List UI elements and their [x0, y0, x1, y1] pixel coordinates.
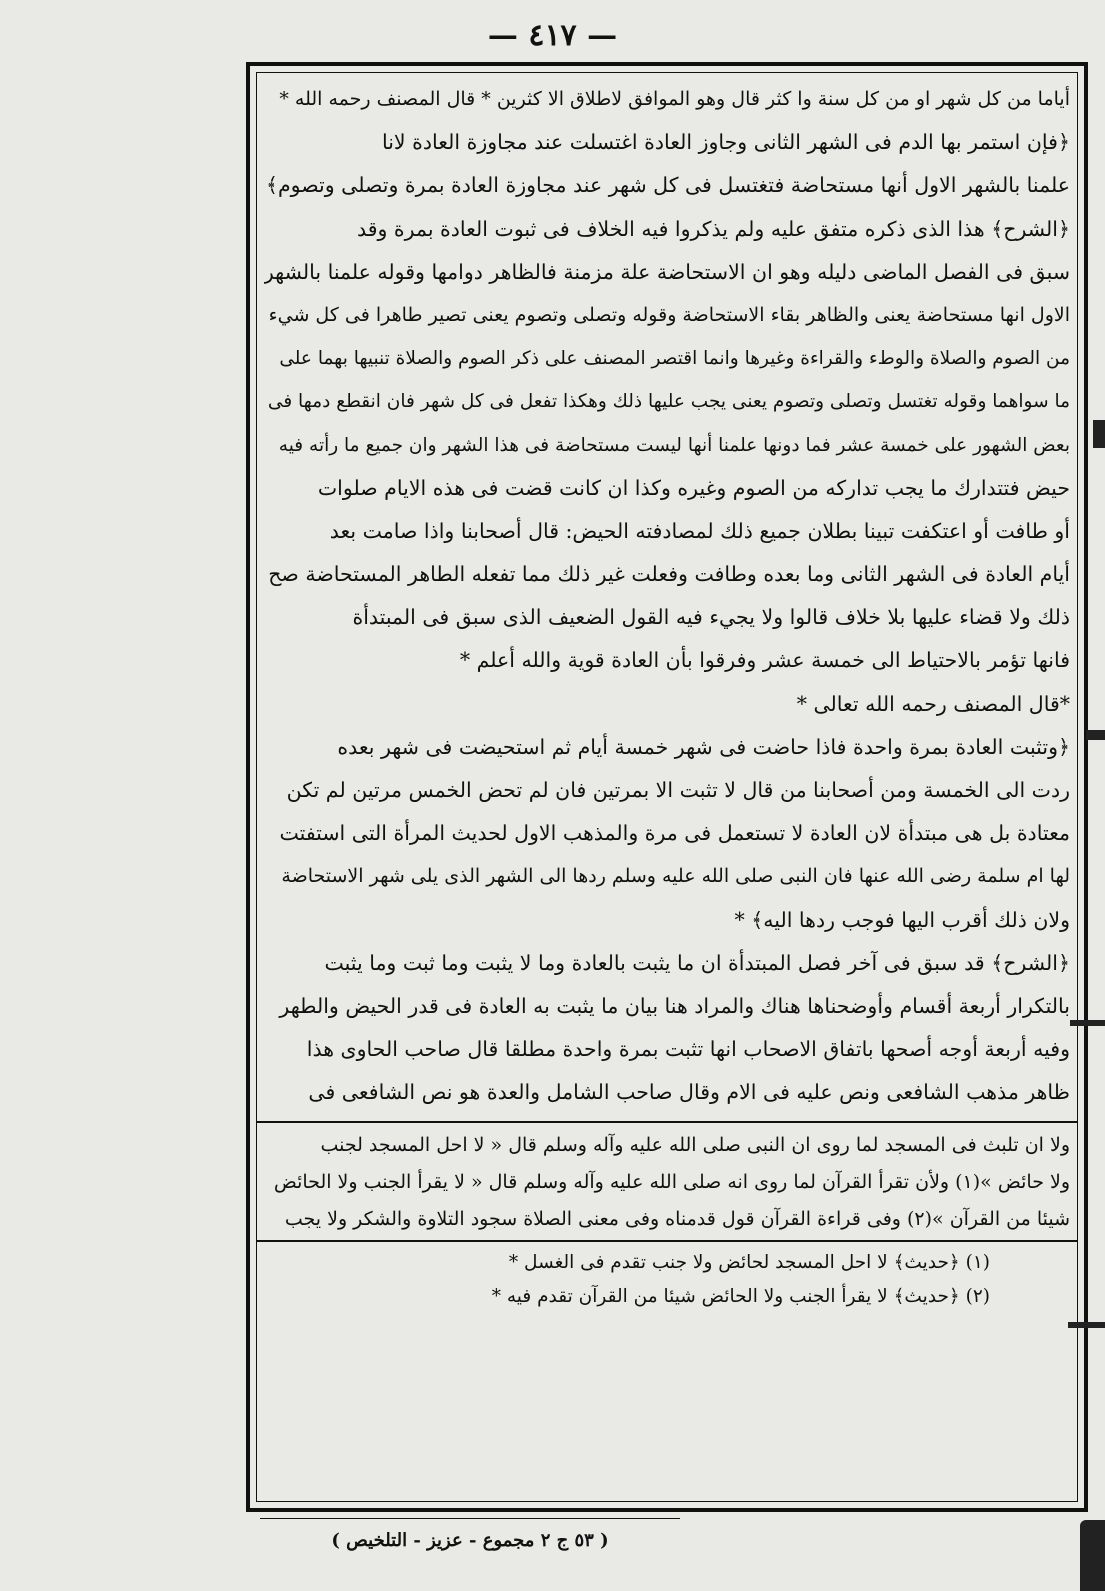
text-line: ﴿وتثبت العادة بمرة واحدة فاذا حاضت فى شهر خمسة أيام ثم استحيضت فى شهر بعده: [337, 734, 1070, 759]
scan-edge-mark: [1068, 1322, 1105, 1328]
text-line: سبق فى الفصل الماضى دليله وهو ان الاستحاضة علة مزمنة فالظاهر دوامها وقوله علمنا بالشهر: [264, 259, 1070, 284]
text-line: بالتكرار أربعة أقسام وأوضحناها هناك والمراد هنا بيان ما يثبت به العادة فى قدر الحيض والطهر: [279, 993, 1070, 1018]
text-line: *قال المصنف رحمه الله تعالى *: [796, 691, 1070, 716]
page-frame: [246, 62, 1088, 1512]
text-line: من الصوم والصلاة والوطء والقراءة وغيرها وانما اقتصر المصنف على ذكر الصوم والصلاة تنبيها بهما على: [279, 348, 1070, 370]
commentary-line: شيئا من القرآن »(٢) وفى قراءة القرآن قول قدمناه وفى معنى الصلاة سجود التلاوة والشكر ولا يجب: [284, 1207, 1070, 1230]
scan-edge-mark: [1070, 1020, 1105, 1026]
printer-signature: ( ٥٣ ج ٢ مجموع - عزيز - التلخيص ): [331, 1530, 609, 1551]
scan-edge-mark: [1086, 730, 1105, 740]
text-line: وفيه أربعة أوجه أصحها باتفاق الاصحاب انها تثبت بمرة واحدة مطلقا قال صاحب الحاوى هذا: [306, 1037, 1070, 1062]
commentary-text: [264, 1127, 1070, 1238]
text-line: ما سواهما وقوله تغتسل وتصلى وتصوم يعنى يجب عليها ذلك وهكذا تفعل فى كل شهر فان انقطع دمها فى: [267, 391, 1070, 413]
scan-edge-mark: [1093, 420, 1105, 448]
signature-rule: [260, 1518, 680, 1519]
text-line: ردت الى الخمسة ومن أصحابنا من قال لا تثبت الا بمرتين فان لم تحض الخمس مرتين لم تكن: [286, 778, 1070, 802]
footnotes: [264, 1246, 1070, 1314]
commentary-separator: [256, 1121, 1078, 1123]
footnote-line: (١) ﴿حديث﴾ لا احل المسجد لحائض ولا جنب تقدم فى الغسل *: [508, 1251, 990, 1273]
text-line: ﴿فإن استمر بها الدم فى الشهر الثانى وجاوز العادة اغتسلت عند مجاوزة العادة لانا: [381, 130, 1070, 155]
text-line: أو طافت أو اعتكفت تبينا بطلان جميع ذلك لمصادفته الحيض: قال أصحابنا واذا صامت بعد: [329, 518, 1070, 543]
text-line: علمنا بالشهر الاول أنها مستحاضة فتغتسل فى كل شهر عند مجاوزة العادة بمرة وتصلى وتصوم﴾: [265, 173, 1070, 198]
text-line: ﴿الشرح﴾ هذا الذى ذكره متفق عليه ولم يذكروا فيه الخلاف فى ثبوت العادة بمرة وقد: [356, 216, 1070, 241]
text-line: لها ام سلمة رضى الله عنها فان النبى صلى الله عليه وسلم ردها الى الشهر الذى يلى شهر الاستحاضة: [281, 865, 1070, 888]
text-line: ظاهر مذهب الشافعى ونص عليه فى الام وقال صاحب الشامل والعدة هو نص الشافعى فى: [308, 1080, 1070, 1105]
footnote-separator: [256, 1240, 1078, 1242]
text-line: ولان ذلك أقرب اليها فوجب ردها اليه﴾ *: [734, 907, 1070, 932]
commentary-line: ولا ان تلبث فى المسجد لما روى ان النبى صلى الله عليه وآله وسلم قال « لا احل المسجد لجنب: [320, 1133, 1070, 1156]
text-line: أيام العادة فى الشهر الثانى وما بعده وطافت وفعلت غير ذلك مما تفعله الطاهر المستحاضة صح: [268, 562, 1070, 587]
text-line: ذلك ولا قضاء عليها بلا خلاف قالوا ولا يجيء فيه القول الضعيف الذى سبق فى المبتدأة: [352, 605, 1070, 630]
page-number: — ٤١٧ —: [487, 18, 618, 53]
text-line: فانها تؤمر بالاحتياط الى خمسة عشر وفرقوا بأن العادة قوية والله أعلم *: [459, 648, 1070, 673]
scan-edge-mark: [1080, 1520, 1105, 1591]
page-content: [264, 78, 1070, 1314]
main-text: [264, 78, 1070, 1115]
commentary-line: ولا حائض »(١) ولأن تقرأ القرآن لما روى انه صلى الله عليه وآله وسلم قال « لا يقرأ الجنب ولا الحائض: [273, 1170, 1070, 1193]
text-line: الاول انها مستحاضة يعنى والظاهر بقاء الاستحاضة وقوله وتصلى وتصوم يعنى تصير طاهرا فى كل شيء: [268, 303, 1070, 326]
text-line: حيض فتتدارك ما يجب تداركه من الصوم وغيره وكذا ان كانت قضت فى هذه الايام صلوات: [317, 475, 1070, 500]
footnote-line: (٢) ﴿حديث﴾ لا يقرأ الجنب ولا الحائض شيئا من القرآن تقدم فيه *: [491, 1285, 990, 1307]
text-line: ﴿الشرح﴾ قد سبق فى آخر فصل المبتدأة ان ما يثبت بالعادة وما لا يثبت وما ثبت وما يثبت: [324, 950, 1070, 975]
text-line: أياما من كل شهر او من كل سنة وا كثر قال وهو الموافق لاطلاق الا كثرين * قال المصنف رحمه الله *: [279, 88, 1070, 110]
text-line: معتادة بل هى مبتدأة لان العادة لا تستعمل فى مرة والمذهب الاول لحديث المرأة التى استفتت: [279, 821, 1070, 846]
text-line: بعض الشهور على خمسة عشر فما دونها علمنا أنها ليست مستحاضة فى هذا الشهر وان جميع ما رأته فيه: [278, 434, 1070, 456]
